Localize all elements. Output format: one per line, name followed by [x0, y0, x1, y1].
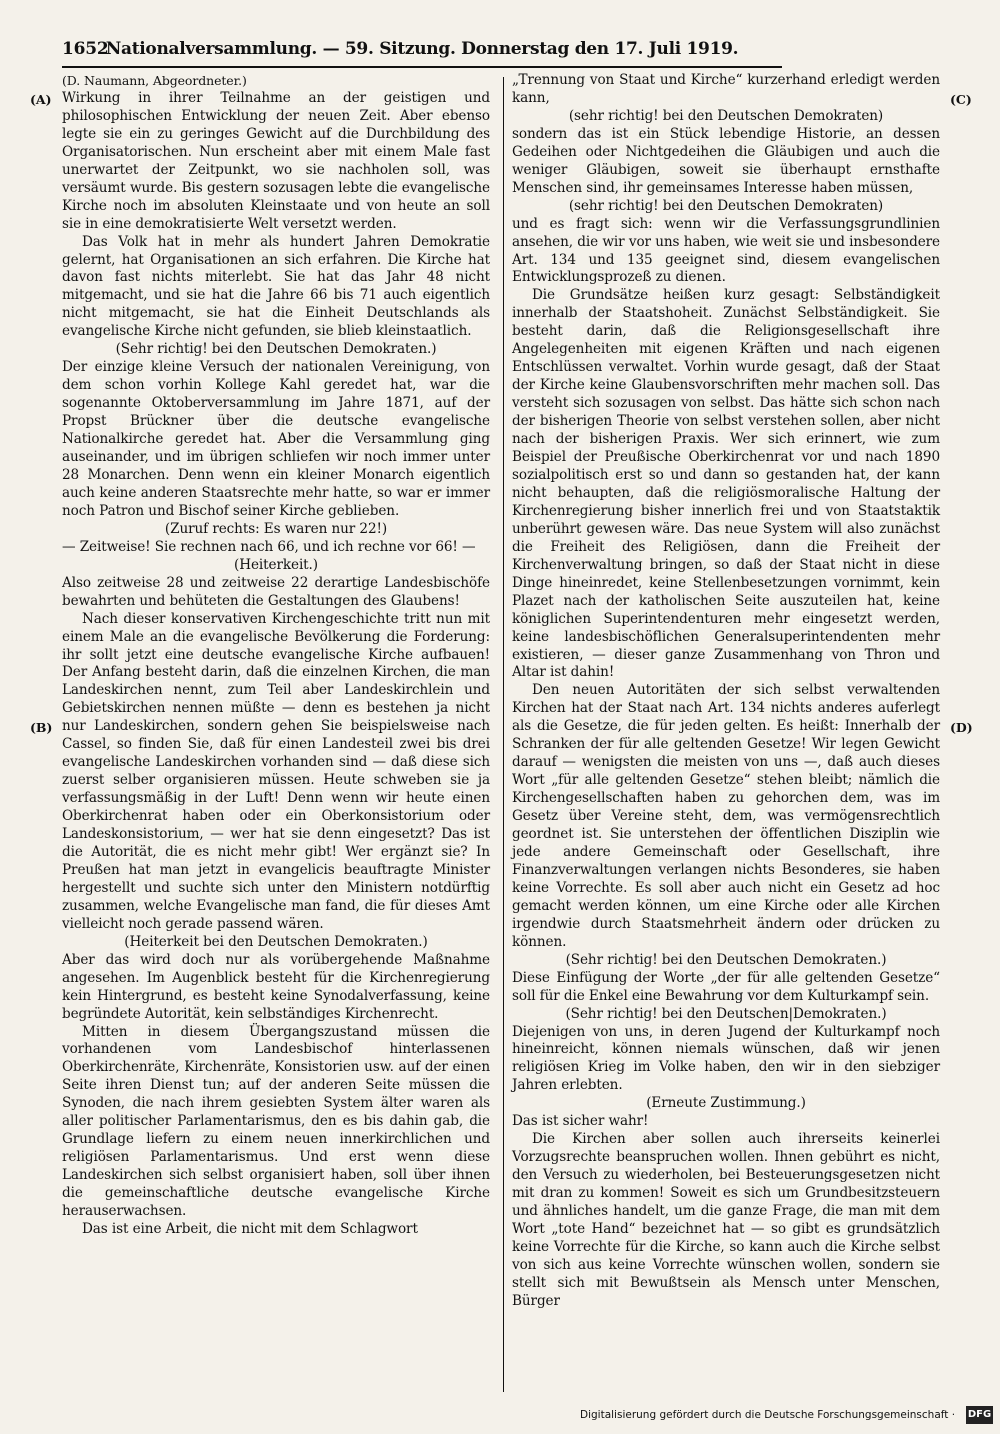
margin-marker-c: (C) [950, 92, 972, 107]
header-rule [62, 66, 782, 68]
interjection: (Sehr richtig! bei den Deutschen|Demokraten.) [565, 1005, 887, 1022]
margin-marker-d: (D) [950, 720, 973, 735]
margin-marker-a: (A) [30, 92, 52, 107]
paragraph: Diese Einfügung der Worte „der für alle geltenden Gesetze“ soll für die Enkel eine Bewahrung vor dem Kulturkampf sein. [512, 969, 940, 1004]
page-header [62, 34, 782, 64]
paragraph: Das Volk hat in mehr als hundert Jahren Demokratie gelernt, hat Organisationen an sich erfahren. Die Kirche hat davon fast nichts miterlebt. Sie hat das Jahr 48 nicht mitgemacht, und sie hat die Jahre 66 bis 71 auch eigentlich nicht mitgemacht, sie hat die Einheit Deutschlands als evangelische Kirche nicht gefunden, sie blieb kleinstaatlich. [62, 233, 490, 340]
paragraph: Die Kirchen aber sollen auch ihrerseits keinerlei Vorzugsrechte beanspruchen wollen. Ihnen gebührt es nicht, den Versuch zu wiederholen, bei Besteuerungsgesetzen nicht mit dran zu kommen! Soweit es sich um Grundbesitzsteuern und ähnliches handelt, um die ganze Frage, die man mit dem Wort „tote Hand“ bezeichnet hat — so gibt es grundsätzlich keine Vorrechte für die Kirche, so kann auch die Kirche selbst von sich aus keine Vorrechte wünschen wollen, sondern sie stellt sich mit Bewußtsein als Mensch unter Menschen, Bürger [512, 1131, 940, 1309]
left-column [62, 72, 490, 1239]
paragraph: Nach dieser konservativen Kirchengeschichte tritt nun mit einem Male an die evangelische Bevölkerung die Forderung: ihr sollt jetzt eine deutsche evangelische Kirche aufbauen! Der Anfang besteht darin, daß die einzelnen Kirchen, die man Landeskirchen nennt, zum Teil aber Landeskirchlein und Gebietskirchen nennen müßte — denn es bestehen ja nicht nur Landeskirchen, sondern gehen Sie beispielsweise nach Cassel, so finden Sie, daß für einen Landesteil zwei bis drei evangelische Landeskirchen vorhanden sind — daß diese sich zuerst selber organisieren müssen. Heute schweben sie ja verfassungsmäßig in der Luft! Denn wenn wir heute einen Oberkirchenrat haben oder ein Oberkonsistorium oder Landeskonsistorium, — wer hat sie denn eingesetzt? Das ist die Autorität, die es nicht mehr gibt! Wer ergänzt sie? In Preußen hat man jetzt in evangelicis beauftragte Minister hergestellt und suchte sich unter den Ministern notdürftig zusammen, welche Evangelische man fand, die für dieses Amt vielleicht noch gerade passend wären. [62, 610, 490, 932]
speaker-note: (D. Naumann, Abgeordneter.) [62, 73, 247, 88]
column-divider [503, 77, 504, 1392]
interjection: (Sehr richtig! bei den Deutschen Demokraten.) [115, 341, 437, 358]
paragraph: Wirkung in ihrer Teilnahme an der geistigen und philosophischen Entwicklung der neuen Zeit. Aber ebenso legte sie ein zu geringes Gewicht auf die Durchbildung des Organisatorischen. Nun erscheint aber mit einem Male fast unerwartet der Zeitpunkt, wo sie nachholen soll, was versäumt wurde. Bis gestern sozusagen lebte die evangelische Kirche noch im absoluten Kleinstaate und von heute an soll sie in eine demokratisierte Welt versetzt werden. [62, 89, 490, 232]
paragraph: Aber das wird doch nur als vorübergehende Maßnahme angesehen. Im Augenblick besteht für die Kirchenregierung kein Hintergrund, es besteht keine Synodalverfassung, keine begründete Autorität, kein selbständiges Kirchenrecht. [62, 951, 490, 1022]
interjection: (Zuruf rechts: Es waren nur 22!) [164, 520, 388, 537]
paragraph: sondern das ist ein Stück lebendige Historie, an dessen Gedeihen oder Nichtgedeihen die Gläubigen und auch die weniger Gläubigen, soweit sie überhaupt ernsthafte Menschen sind, ihr gemeinsames Interesse haben müssen, [512, 125, 940, 196]
paragraph: Diejenigen von uns, in deren Jugend der Kulturkampf noch hineinreicht, können niemals wünschen, daß wir jenen religiösen Krieg im Volke haben, den wir in den siebziger Jahren erlebten. [512, 1023, 940, 1094]
paragraph: Die Grundsätze heißen kurz gesagt: Selbständigkeit innerhalb der Staatshoheit. Zunächst Selbständigkeit. Sie besteht darin, daß die Religionsgesellschaft ihre Angelegenheiten mit eigenen Kräften und nach eigenen Entschlüssen verwaltet. Vorhin wurde gesagt, daß der Staat der Kirche keine Glaubensvorschriften mehr machen soll. Das versteht sich sozusagen von selbst. Das hätte sich schon nach der bisherigen Theorie von selbst verstehen sollen, aber nicht nach der bisherigen Praxis. Wer sich erinnert, wie zum Beispiel der Preußische Oberkirchenrat vor und nach 1890 sozialpolitisch erst so und dann so gestanden hat, der kann nicht behaupten, daß die religiösmoralische Haltung der Kirchenregierung bisher innerlich frei und von Staatstaktik unberührt gewesen wäre. Das neue System will also zunächst die Freiheit des Religiösen, dann die Freiheit der Kirchenverwaltung bringen, so daß der Staat nicht in diese Dinge hineinredet, keine Stellenbesetzungen vornimmt, kein Plazet nach der katholischen Seite auszuteilen hat, keine königlichen Superintendenturen mehr eingesetzt werden, keine landesbischöflichen Generalsuperintendenten mehr existieren, — dieser ganze Zusammenhang von Thron und Altar ist dahin! [512, 287, 940, 681]
paragraph: Den neuen Autoritäten der sich selbst verwaltenden Kirchen hat der Staat nach Art. 134 nichts anderes auferlegt als die Gesetze, die für jeden gelten. Es heißt: Innerhalb der Schranken der für alle geltenden Gesetze! Wir legen Gewicht darauf — wenigsten die meisten von uns —, daß auch dieses Wort „für alle geltenden Gesetze“ stehen bleibt; nämlich die Kirchengesellschaften haben zu gehorchen dem, was im Gesetz über Vereine steht, dem, was vermögensrechtlich geordnet ist. Sie unterstehen der öffentlichen Disziplin wie jede andere Gemeinschaft oder Gesellschaft, ihre Finanzverwaltungen verlangen nichts Besonderes, sie haben keine Vorrechte. Es soll aber auch nicht ein Gesetz ad hoc gemacht werden können, um eine Kirche oder alle Kirchen irgendwie durch Staatsmehrheit ändern oder drücken zu können. [512, 682, 940, 950]
page-number: 1652 [62, 39, 109, 59]
dfg-logo: DFG [966, 1406, 993, 1424]
paragraph: Mitten in diesem Übergangszustand müssen die vorhandenen vom Landesbischof hinterlassenen Oberkirchenräte, Kirchenräte, Konsistorien usw. auf der einen Seite ihren Dienst tun; auf der anderen Seite müssen die Synoden, die nach ihrem gesiebten System älter waren als aller politischer Parlamentarismus, den es bis dahin gab, die Grundlage liefern zu einem neuen innerkirchlichen und religiösen Parlamentarismus. Und erst wenn diese Landeskirchen sich selbst organisiert haben, soll über ihnen die gemeinschaftliche deutsche evangelische Kirche herauserwachsen. [62, 1023, 490, 1220]
interjection: (Heiterkeit bei den Deutschen Demokraten.) [124, 933, 428, 950]
interjection: (sehr richtig! bei den Deutschen Demokraten) [568, 107, 884, 124]
interjection: (sehr richtig! bei den Deutschen Demokraten) [568, 197, 884, 214]
running-title: Nationalversammlung. — 59. Sitzung. Donnerstag den 17. Juli 1919. [105, 39, 739, 59]
margin-marker-b: (B) [30, 720, 53, 735]
paragraph: Also zeitweise 28 und zeitweise 22 derartige Landesbischöfe bewahrten und behüteten die Gestaltungen des Glaubens! [62, 574, 490, 609]
paragraph: Der einzige kleine Versuch der nationalen Vereinigung, von dem schon vorhin Kollege Kahl geredet hat, war die sogenannte Oktoberversammlung im Jahre 1871, auf der Propst Brückner über die deutsche evangelische Nationalkirche geredet hat. Aber die Versammlung ging auseinander, und im übrigen schliefen wir noch immer unter 28 Monarchen. Denn wenn ein kleiner Monarch eigentlich auch keine anderen Staatsrechte mehr hatte, so war er immer noch Patron und Bischof seiner Kirche geblieben. [62, 359, 490, 519]
paragraph: „Trennung von Staat und Kirche“ kurzerhand erledigt werden kann, [512, 72, 940, 106]
paragraph: — Zeitweise! Sie rechnen nach 66, und ich rechne vor 66! — [62, 538, 476, 555]
interjection: (Erneute Zustimmung.) [646, 1095, 806, 1112]
interjection: (Sehr richtig! bei den Deutschen Demokraten.) [565, 951, 887, 968]
interjection: (Heiterkeit.) [234, 556, 318, 573]
paragraph: Das ist eine Arbeit, die nicht mit dem Schlagwort [82, 1221, 418, 1237]
paragraph: und es fragt sich: wenn wir die Verfassungsgrundlinien ansehen, die wir vor uns haben, wie weit sie und insbesondere Art. 134 und 135 geeignet sind, diesem evangelischen Entwicklungsprozeß zu dienen. [512, 215, 940, 286]
paragraph: Das ist sicher wahr! [512, 1113, 649, 1130]
digitization-credit: Digitalisierung gefördert durch die Deutsche Forschungsgemeinschaft · [580, 1409, 956, 1421]
right-column [512, 72, 940, 1311]
